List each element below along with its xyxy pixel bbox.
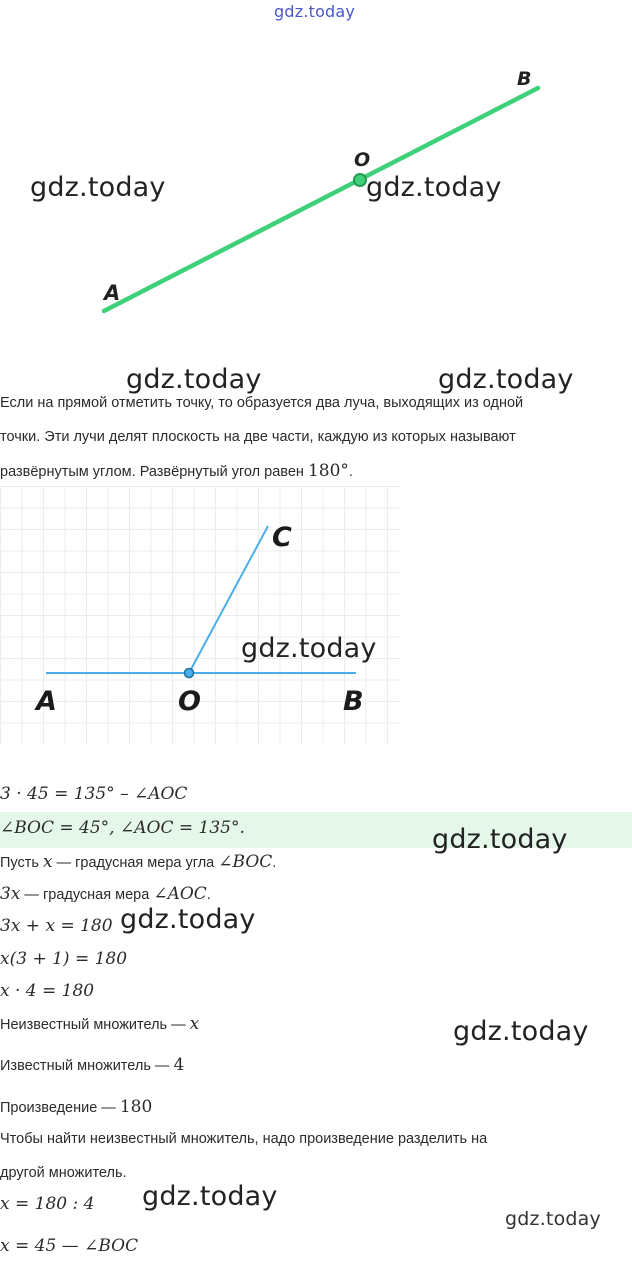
- watermark: gdz.today: [438, 364, 574, 395]
- paragraph-line: точки. Эти лучи делят плоскость на две части, каждую из которых называют: [0, 429, 516, 445]
- solution-text-line: Пусть x — градусная мера угла ∠BOC.: [0, 852, 277, 872]
- equation-line: x = 180 : 4: [0, 1194, 95, 1214]
- solution-text-line: другой множитель.: [0, 1165, 127, 1181]
- equation-line: 3 · 45 = 135° – ∠AOC: [0, 784, 188, 804]
- label-a: A: [104, 281, 121, 305]
- watermark: gdz.today: [505, 1208, 601, 1230]
- label-b: B: [517, 68, 532, 90]
- watermark: gdz.today: [126, 364, 262, 395]
- label-o: O: [354, 149, 371, 171]
- solution-text-line: Известный множитель — 4: [0, 1055, 185, 1075]
- watermark: gdz.today: [142, 1181, 278, 1212]
- paragraph-line: Если на прямой отметить точку, то образуется два луча, выходящих из одной: [0, 395, 524, 411]
- solution-text-line: 3x — градусная мера ∠AOC.: [0, 884, 211, 904]
- angle-value: 180°: [307, 461, 349, 481]
- equation-line: x · 4 = 180: [0, 981, 95, 1001]
- point-o: [185, 669, 194, 678]
- point-o: [354, 174, 366, 186]
- label-b: B: [343, 686, 364, 717]
- label-a: A: [36, 686, 57, 717]
- paragraph-line: развёрнутым углом. Развёрнутый угол равен 180°.: [0, 461, 353, 481]
- solution-text-line: Произведение — 180: [0, 1097, 153, 1117]
- equation-line: 3x + x = 180: [0, 916, 113, 936]
- watermark: gdz.today: [120, 904, 256, 935]
- solution-text-line: Чтобы найти неизвестный множитель, надо произведение разделить на: [0, 1131, 488, 1147]
- solution-text-line: Неизвестный множитель — x: [0, 1014, 200, 1034]
- answer-line: ∠BOC = 45°, ∠AOC = 135°.: [0, 818, 245, 838]
- watermark: gdz.today: [453, 1016, 589, 1047]
- label-o: O: [178, 686, 201, 717]
- definition-paragraph: [0, 386, 632, 489]
- watermark: gdz.today: [432, 824, 568, 855]
- label-c: C: [272, 522, 292, 553]
- watermark: gdz.today: [366, 172, 502, 203]
- figure-angles: [0, 486, 400, 744]
- watermark: gdz.today: [30, 172, 166, 203]
- equation-line: x = 45 — ∠BOC: [0, 1236, 139, 1256]
- watermark: gdz.today: [241, 633, 377, 664]
- top-watermark: gdz.today: [274, 2, 356, 21]
- equation-line: x(3 + 1) = 180: [0, 949, 128, 969]
